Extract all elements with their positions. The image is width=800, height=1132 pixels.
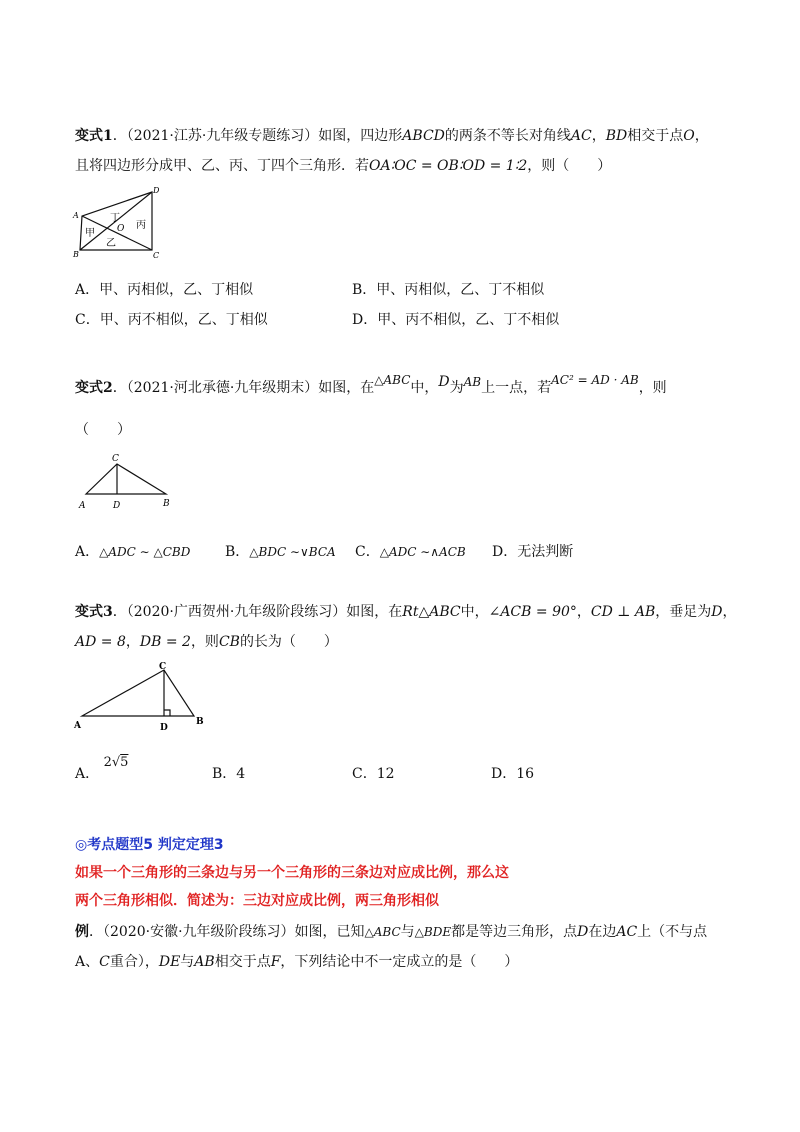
q2-option-d[interactable]: D．无法判断 — [492, 544, 574, 560]
svg-text:A: A — [79, 501, 86, 511]
q1-option-b[interactable]: B．甲、丙相似，乙、丁不相似 — [352, 282, 545, 298]
svg-text:A: A — [74, 721, 81, 731]
svg-text:D: D — [160, 723, 168, 733]
q2-line1: 变式2．（2021·河北承德·九年级期末）如图，在△ABC中，D为AB上一点，若AC² = AD · AB，则 — [75, 373, 667, 396]
example-line2: A、C重合），DE与AB相交于点F，下列结论中不一定成立的是（ ） — [75, 954, 519, 970]
q3-option-a[interactable]: A． 2√5 — [75, 755, 129, 782]
theorem-line-1: 如果一个三角形的三条边与另一个三角形的三条边对应成比例，那么这 — [75, 865, 509, 881]
q2-label: 变式2 — [75, 380, 113, 396]
svg-text:乙: 乙 — [106, 238, 116, 249]
q3-label: 变式3 — [75, 604, 113, 620]
q1-option-a[interactable]: A．甲、丙相似，乙、丁相似 — [75, 282, 254, 298]
svg-text:B: B — [196, 717, 204, 727]
q2-option-a[interactable]: A．△ADC ∼ △CBD — [75, 544, 191, 560]
q1-option-c[interactable]: C．甲、丙不相似，乙、丁相似 — [75, 312, 268, 328]
example-line1: 例．（2020·安徽·九年级阶段练习）如图，已知△ABC与△BDE都是等边三角形，点D在边AC上（不与点 — [75, 924, 708, 940]
q2-option-c[interactable]: C．△ADC ∼∧ACB — [355, 544, 466, 560]
q1-line1: 变式1．（2021·江苏·九年级专题练习）如图，四边形ABCD的两条不等长对角线AC，BD相交于点O， — [75, 128, 709, 144]
section-title: ◎考点题型5 判定定理3 — [75, 837, 224, 853]
q2-condition: AC² = AD · AB — [551, 373, 639, 387]
q1-line2: 且将四边形分成甲、乙、丙、丁四个三角形．若OA∶OC = OB∶OD = 1∶2，则（ ） — [75, 158, 612, 174]
q2-figure — [72, 450, 182, 512]
q1-label: 变式1 — [75, 128, 113, 144]
svg-text:D: D — [113, 501, 121, 511]
q3-line2: AD = 8，DB = 2，则CB的长为（ ） — [75, 634, 338, 650]
svg-text:D: D — [153, 186, 160, 195]
q2-line2: （ ） — [75, 422, 131, 438]
q3-option-c[interactable]: C．12 — [352, 766, 395, 782]
sqrt-icon: √ — [111, 755, 121, 770]
svg-text:B: B — [73, 250, 79, 259]
example-label: 例 — [75, 924, 89, 940]
svg-text:A: A — [73, 211, 79, 220]
q3-line1: 变式3．（2020·广西贺州·九年级阶段练习）如图，在Rt△ABC中，∠ACB = 90°，CD ⊥ AB，垂足为D， — [75, 604, 737, 620]
q3-figure — [70, 660, 210, 736]
svg-text:甲: 甲 — [85, 228, 95, 239]
q1-ratio: OA∶OC = OB∶OD = 1∶2 — [369, 158, 528, 174]
svg-text:丁: 丁 — [110, 213, 120, 224]
svg-text:C: C — [159, 662, 167, 672]
svg-text:丙: 丙 — [136, 220, 146, 231]
q3-option-b[interactable]: B．4 — [212, 766, 246, 782]
svg-text:O: O — [117, 224, 125, 234]
q3-option-d[interactable]: D．16 — [491, 766, 535, 782]
svg-text:C: C — [112, 454, 119, 464]
svg-text:B: B — [163, 499, 170, 509]
q1-option-d[interactable]: D．甲、丙不相似，乙、丁不相似 — [352, 312, 560, 328]
svg-text:C: C — [153, 251, 160, 260]
q1-figure — [70, 184, 160, 264]
q2-option-b[interactable]: B．△BDC ∼∨BCA — [225, 544, 336, 560]
sqrt-expression: 2√5 — [103, 755, 129, 770]
theorem-line-2: 两个三角形相似．简述为：三边对应成比例，两三角形相似 — [75, 893, 439, 909]
